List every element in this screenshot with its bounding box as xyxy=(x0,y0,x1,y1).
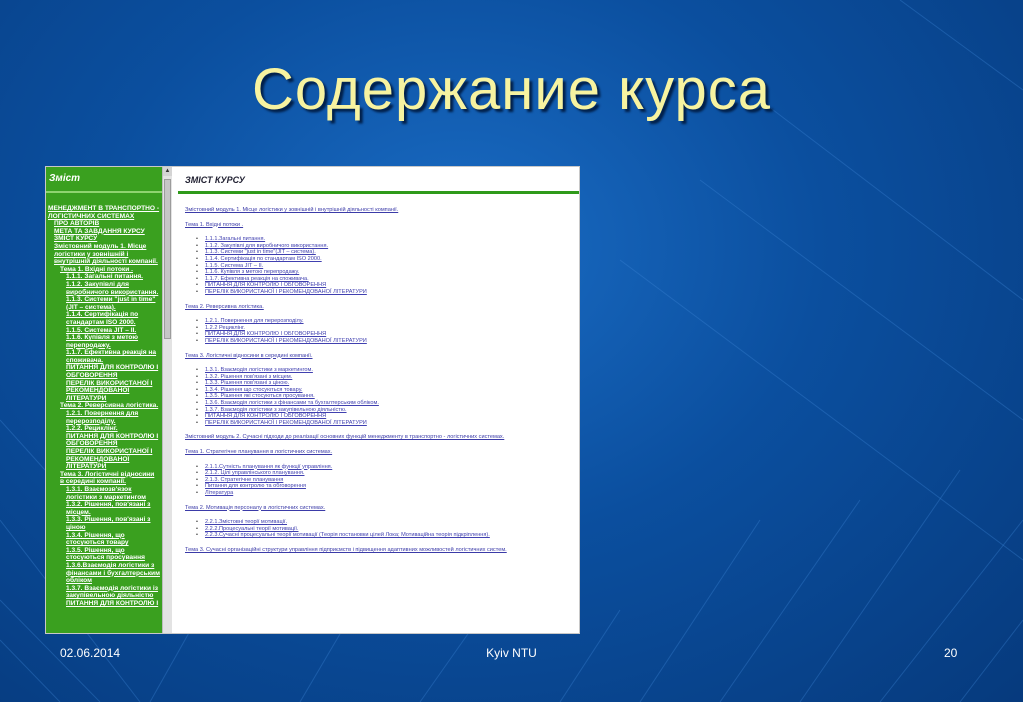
sidebar-links xyxy=(46,193,162,607)
sidebar-link[interactable]: ПИТАННЯ ДЛЯ КОНТРОЛЮ І ОБГОВОРЕННЯ xyxy=(66,432,159,448)
topic-link[interactable]: • 1.3.3. Рішення пов'язані з ціною. xyxy=(185,380,579,387)
topic-link[interactable]: • 2.2.1.Змістовні теорії мотивації. xyxy=(185,519,579,526)
sidebar-scrollbar[interactable] xyxy=(162,167,172,633)
sidebar-heading: Зміст xyxy=(46,167,162,193)
website-screenshot xyxy=(45,166,580,634)
topic-link[interactable]: • 1.1.5. Система JIT – II. xyxy=(185,263,579,270)
topic-link[interactable]: • 1.3.4. Рішення що стосуються товару. xyxy=(185,387,579,394)
sidebar-link[interactable]: 1.3.5. Рішення, що стосуються просування xyxy=(66,546,145,562)
sidebar-link[interactable]: 1.2.1. Повернення для перерозподілу. xyxy=(66,410,139,425)
topic-link[interactable]: • 2.1.3. Стратегічне планування xyxy=(185,477,579,484)
section-link[interactable]: Тема 1. Вхідні потоки . xyxy=(185,221,244,228)
topic-link[interactable]: • 2.2.3.Сучасні процесуальні теорії мотивації (Теорія постановки цілей Лока; Мотиваційна теорія підкріплення). xyxy=(185,532,579,539)
topic-link[interactable]: • 1.1.1.Загальні питання. xyxy=(185,236,579,243)
sidebar-link[interactable]: 1.3.7. Взаємодія логістики із закупівельною діяльністю xyxy=(66,584,158,600)
topic-link[interactable]: • ПЕРЕЛІК ВИКОРИСТАНОЇ І РЕКОМЕНДОВАНОЇ ЛІТЕРАТУРИ xyxy=(185,338,579,345)
slide-number: 20 xyxy=(944,646,958,660)
sidebar-link[interactable]: ПЕРЕЛІК ВИКОРИСТАНОЇ І РЕКОМЕНДОВАНОЇ ЛІТЕРАТУРИ xyxy=(66,379,153,402)
topic-link[interactable]: • 1.1.4. Сертифікація по стандартам ISO 2000. xyxy=(185,256,579,263)
sidebar-link[interactable]: 1.2.2. Рециклінг. xyxy=(66,425,118,433)
sidebar-link[interactable]: 1.1.7. Ефективна реакція на споживача. xyxy=(66,349,157,364)
topic-list xyxy=(185,519,579,539)
sidebar-link[interactable]: ПЕРЕЛІК ВИКОРИСТАНОЇ І РЕКОМЕНДОВАНОЇ ЛІТЕРАТУРИ xyxy=(66,448,153,471)
topic-link[interactable]: • 2.2.2.Процесуальні теорії мотивації. xyxy=(185,526,579,533)
section-link[interactable]: Тема 2. Мотивація персоналу в логістичних системах. xyxy=(185,504,326,511)
sidebar-link[interactable]: МЕТА ТА ЗАВДАННЯ КУРСУ xyxy=(54,227,145,235)
section-link[interactable]: Тема 3. Сучасні організаційні структури управління підприємств і підвищення адаптивних можливостей логістичних систем. xyxy=(185,546,507,553)
topic-list xyxy=(185,464,579,497)
contents-sidebar xyxy=(46,167,162,633)
topic-link[interactable]: • 1.1.6. Купівля з метою перепродажу. xyxy=(185,269,579,276)
topic-link[interactable]: • ПИТАННЯ ДЛЯ КОНТРОЛЮ І ОБГОВОРЕННЯ xyxy=(185,282,579,289)
sidebar-link[interactable]: МЕНЕДЖМЕНТ В ТРАНСПОРТНО - ЛОГІСТИЧНИХ СИСТЕМАХ xyxy=(48,205,160,220)
sidebar-link[interactable]: 1.3.4. Рішення, що стосуються товару xyxy=(66,531,129,547)
topic-link[interactable]: • 1.2.2 Рециклінг. xyxy=(185,325,579,332)
sidebar-link[interactable]: Тема 1. Вхідні потоки . xyxy=(60,265,133,273)
footer-center: Kyiv NTU xyxy=(486,646,537,660)
sidebar-link[interactable]: ЗМІСТ КУРСУ xyxy=(54,235,98,243)
sidebar-link[interactable]: 1.3.2. Рішення, пов'язані з місцем. xyxy=(66,501,151,516)
topic-link[interactable]: • 2.1.2. Цілі управлінського планування. xyxy=(185,470,579,477)
sidebar-link[interactable]: 1.1.6. Купівля з метою перепродажу. xyxy=(66,334,139,349)
topic-list xyxy=(185,318,579,344)
topic-link[interactable]: • ПЕРЕЛІК ВИКОРИСТАНОЇ І РЕКОМЕНДОВАНОЇ ЛІТЕРАТУРИ xyxy=(185,420,579,427)
sidebar-link[interactable]: Тема 3. Логістичні відносини в середині компанії. xyxy=(60,470,155,486)
topic-link[interactable]: • 1.1.3. Системи "just in time"(JIT – система). xyxy=(185,249,579,256)
sidebar-link[interactable]: 1.1.2. Закупівлі для виробничого використання. xyxy=(66,280,159,296)
section-link[interactable]: Змістовний модуль 2. Сучасні підходи до реалізації основних функцій менеджменту в транспортно - логістичних системах. xyxy=(185,434,505,441)
sidebar-link[interactable]: 1.3.6.Взаємодія логістики з фінансами і бухгалтерським обліком xyxy=(66,561,160,585)
sidebar-link[interactable]: Тема 2. Реверсивна логістика. xyxy=(60,402,159,410)
topic-link[interactable]: • 1.3.7. Взаємодія логістики з закупівельною діяльністю. xyxy=(185,407,579,414)
topic-link[interactable]: • ПЕРЕЛІК ВИКОРИСТАНОЇ І РЕКОМЕНДОВАНОЇ ЛІТЕРАТУРИ xyxy=(185,289,579,296)
topic-link[interactable]: • Питання для контролю та обговорення xyxy=(185,483,579,490)
topic-link[interactable]: • 1.3.5. Рішення які стосуються просування. xyxy=(185,393,579,400)
topic-link[interactable]: • 1.2.1. Повернення для перерозподілу. xyxy=(185,318,579,325)
sidebar-link[interactable]: 1.1.3. Системи "just in time"(JIT – система). xyxy=(66,296,156,311)
main-heading: ЗМІСТ КУРСУ xyxy=(185,175,245,185)
scroll-thumb[interactable] xyxy=(164,179,171,339)
sidebar-link[interactable]: ПРО АВТОРІВ xyxy=(54,220,100,228)
topic-link[interactable]: • 1.1.7. Ефективна реакція на споживача. xyxy=(185,276,579,283)
topic-list xyxy=(185,367,579,426)
slide-title: Содержание курса xyxy=(252,57,771,122)
sidebar-link[interactable]: 1.1.1. Загальні питання. xyxy=(66,273,144,281)
topic-list xyxy=(185,236,579,295)
footer-date: 02.06.2014 xyxy=(60,646,121,660)
sidebar-link[interactable]: Змістовний модуль 1. Місце логістики у зовнішній і внутрішній діяльності компанії. xyxy=(54,242,158,266)
section-link[interactable]: Тема 1. Стратегічне планування в логістичних системах. xyxy=(185,449,333,456)
scroll-up-arrow-icon[interactable]: ▲ xyxy=(164,168,171,174)
sidebar-link[interactable]: ПИТАННЯ ДЛЯ КОНТРОЛЮ І xyxy=(66,599,159,607)
sidebar-link[interactable]: 1.1.4. Сертифікація по стандартам ISO 2000. xyxy=(66,311,139,326)
topic-link[interactable]: • 1.1.2. Закупівлі для виробничого використання. xyxy=(185,243,579,250)
main-content xyxy=(172,167,579,633)
section-link[interactable]: Змістовний модуль 1. Місце логістики у зовнішній і внутрішній діяльності компанії. xyxy=(185,207,399,213)
topic-link[interactable]: • 1.3.1. Взаємодія логістики з маркетингом. xyxy=(185,367,579,374)
course-contents xyxy=(172,194,579,554)
topic-link[interactable]: • 2.1.1.Сутність планування як функції управління. xyxy=(185,464,579,471)
topic-link[interactable]: • Література xyxy=(185,490,579,497)
topic-link[interactable]: • ПИТАННЯ ДЛЯ КОНТРОЛЮ І ОБГОВОРЕННЯ xyxy=(185,413,579,420)
topic-link[interactable]: • 1.3.6. Взаємодія логістики з фінансами та бухгалтерським обліком. xyxy=(185,400,579,407)
section-link[interactable]: Тема 3. Логістичні відносини в середині компанії. xyxy=(185,352,313,359)
section-link[interactable]: Тема 2. Реверсивна логістика. xyxy=(185,303,264,310)
topic-link[interactable]: • 1.3.2. Рішення пов'язані з місцем. xyxy=(185,374,579,381)
topic-link[interactable]: • ПИТАННЯ ДЛЯ КОНТРОЛЮ І ОБГОВОРЕННЯ xyxy=(185,331,579,338)
sidebar-link[interactable]: ПИТАННЯ ДЛЯ КОНТРОЛЮ І ОБГОВОРЕННЯ xyxy=(66,364,159,380)
sidebar-link[interactable]: 1.1.5. Система JIT – II. xyxy=(66,326,137,334)
sidebar-link[interactable]: 1.3.3. Рішення, пов'язані з ціною xyxy=(66,516,151,531)
sidebar-link[interactable]: 1.3.1. Взаємозв'язок логістики з маркетингом xyxy=(66,485,147,501)
